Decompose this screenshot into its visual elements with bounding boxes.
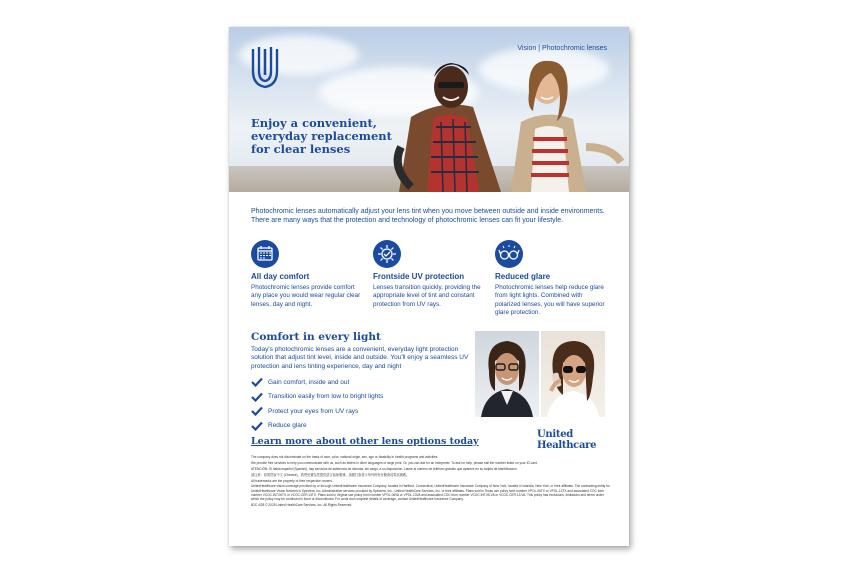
fine-print-line: All trademarks are the property of their respective owners. [251,478,333,483]
feature-uv-protection [373,240,485,309]
photo-woman-outdoor [541,331,605,417]
fine-print-line: B2C 4/25 © 2025 United HealthCare Services, Inc. All Rights Reserved. [251,503,353,508]
category-label: Vision | Photochromic lenses [517,45,607,52]
feature-title: Frontside UV protection [373,272,465,281]
feature-title: All day comfort [251,272,310,281]
feature-all-day-comfort [251,240,363,309]
feature-title: Reduced glare [495,272,551,281]
feature-text: Photochromic lenses help reduce glare from light lights. Combined with polarized lenses, you will have superior glare protection. [495,284,605,317]
fine-print-line: ATENCIÓN: Si habla español (Spanish), hay servicios de asistencia de idiomas, sin cargo, a su disposición. Llame al número de teléfono gratuito que aparece en su tarjeta de identificación. [251,466,518,471]
intro-paragraph: Photochromic lenses automatically adjust your lens tint when you move between outside and inside environments. There are many ways that the protection and technology of photochromic lenses can fit your lifestyle. [251,208,605,224]
checklist-item: Gain comfort, inside and out [251,375,471,390]
benefit-checklist [251,375,471,433]
uhc-logo-icon [251,45,279,89]
hero-photo-couple [381,37,629,192]
sun-shield-icon [373,240,401,268]
comfort-paragraph: Today's photochromic lenses are a convenient, everyday light protection solution that adjust tint level, inside and outside. You'll enjoy a seamless UV protection and lens tinting experience, day and night [251,346,469,370]
unitedhealthcare-wordmark: United Healthcare [537,429,597,451]
calendar-icon [251,240,279,268]
checkmark-icon [251,392,263,402]
fine-print-line: We provide free services to help you communicate with us, such as letters in other languages or large print. Or, you can ask for an interpreter. To ask for help, please call the number listed on your ID card. [251,460,538,465]
checklist-item: Reduce glare [251,419,471,434]
feature-reduced-glare [495,240,607,318]
glasses-icon [495,240,523,268]
fine-print-line: UnitedHealthcare vision coverage provided by or through UnitedHealthcare Insurance Company, located in Hartford, Connecticut, UnitedHealthcare Insurance Company of New York, located in Islandia, New York, or their affiliates. The contracting entity for UnitedHealthcare Vision Network is Spectera, Inc. Administrative services provided by Spectera, Inc., United HealthCare Services, Inc. or their affiliates. Plans sold in Texas use policy form number VPOL.06TX or VPOL.13TX and associated COC form number VCOC.INT.06TX or VCOC.CER.13TX. Plans sold in Virginia use policy form number VPOL.06VA or VPOL.13VA and associated COC form number VCOC.INT.06.VA or VCOC.CER.13.VA. This policy has exclusions, limitations and terms under which the policy may be continued in force or discontinued. For costs and complete details of coverage, contact UnitedHealthcare Insurance Company. [251,484,610,502]
legal-fine-print [251,455,611,509]
checklist-item: Transition easily from low to bright lights [251,390,471,405]
checklist-item: Protect your eyes from UV rays [251,404,471,419]
hero-title: Enjoy a convenient, everyday replacement for clear lenses [251,116,392,156]
learn-more-link[interactable]: Learn more about other lens options today [251,436,479,447]
hero-banner [229,27,629,192]
checkmark-icon [251,406,263,416]
feature-text: Lenses transition quickly, providing the appropriate level of tint and constant protection from UV rays. [373,284,481,308]
fine-print-line: 請注意：如果您說中文 (Chinese)，我們免費為您提供語言協助服務。請撥打會員卡所列的免付費會員電話號碼。 [251,472,410,477]
feature-text: Photochromic lenses provide comfort any place you would wear regular clear lenses, day and night. [251,284,361,308]
comfort-title: Comfort in every light [251,331,381,343]
fine-print-line: The company does not discriminate on the basis of race, color, national origin, sex, age or disability in health programs and activities. [251,455,439,459]
photo-woman-indoor [475,331,539,417]
checkmark-icon [251,421,263,431]
features-row [251,240,611,330]
flyer-page [229,27,629,546]
checkmark-icon [251,377,263,387]
